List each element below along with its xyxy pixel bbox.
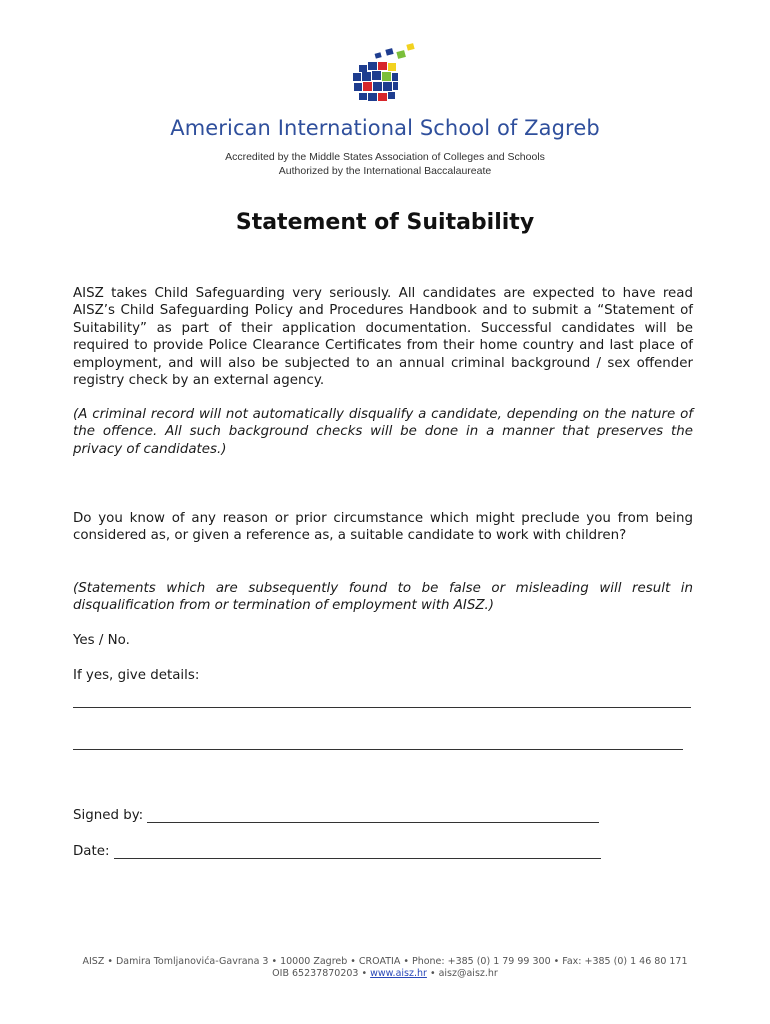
signed-by-row [73, 808, 599, 823]
school-name: American International School of Zagreb [170, 116, 600, 140]
footer-contact [0, 968, 770, 979]
criminal-record-note: (A criminal record will not automatically disqualify a candidate, depending on the nature of the offence. All such background checks will be done in a manner that preserves the privacy of candidates.) [73, 407, 693, 457]
page-title: Statement of Suitability [235, 210, 535, 235]
footer-email: • aisz@aisz.hr [426, 968, 498, 979]
false-statement-warning: (Statements which are subsequently found to be false or misleading will result in disqualification from or termination of employment with AISZ.) [73, 581, 693, 614]
details-line-1[interactable] [73, 706, 691, 708]
date-row [73, 844, 601, 859]
signed-by-label: Signed by: [73, 808, 144, 823]
yes-no-answer[interactable]: Yes / No. [73, 633, 130, 648]
footer-oib: OIB 65237870203 • [272, 968, 371, 979]
details-line-2[interactable] [73, 748, 683, 750]
date-field[interactable] [114, 846, 601, 859]
if-yes-label: If yes, give details: [73, 668, 200, 683]
website-link[interactable]: www.aisz.hr [370, 968, 427, 979]
authorization-line: Authorized by the International Baccalaureate [278, 165, 492, 177]
intro-paragraph: AISZ takes Child Safeguarding very seriously. All candidates are expected to have read AISZ’s Child Safeguarding Policy and Procedures Handbook and to submit a “Statement of Suitability” as part of their application documentation. Successful candidates will be required to provide Police Clearance Certificates from their home country and last place of employment, and will also be subjected to an annual criminal background / sex offender registry check by an external agency. [73, 286, 693, 389]
footer-address: AISZ • Damira Tomljanovića-Gavrana 3 • 10000 Zagreb • CROATIA • Phone: +385 (0) 1 79 99 300 • Fax: +385 (0) 1 46 80 171 [82, 956, 688, 967]
school-logo-icon [345, 40, 425, 110]
signed-by-field[interactable] [147, 810, 599, 823]
date-label: Date: [73, 844, 110, 859]
suitability-question: Do you know of any reason or prior circumstance which might preclude you from being considered as, or given a reference as, a suitable candidate to work with children? [73, 511, 693, 544]
accreditation-line: Accredited by the Middle States Association of Colleges and Schools [225, 151, 545, 163]
